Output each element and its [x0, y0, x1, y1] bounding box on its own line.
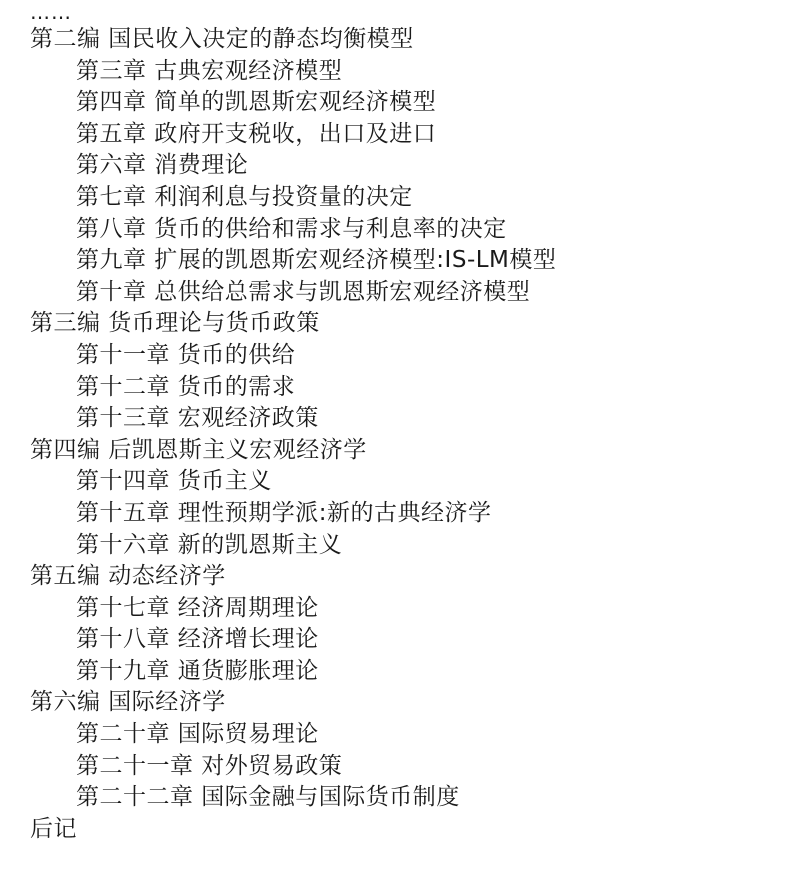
toc-chapter-item: 第九章 扩展的凯恩斯宏观经济模型:IS-LM模型	[76, 247, 557, 274]
toc-chapter-item: 第十三章 宏观经济政策	[76, 405, 319, 432]
toc-part-heading: 第六编 国际经济学	[30, 689, 226, 716]
toc-chapter-item: 第二十一章 对外贸易政策	[76, 752, 343, 779]
toc-chapter-item: 第八章 货币的供给和需求与利息率的决定	[76, 215, 507, 242]
toc-chapter-item: 第十二章 货币的需求	[76, 373, 296, 400]
toc-ellipsis: ……	[30, 0, 72, 24]
toc-chapter-item: 第二十二章 国际金融与国际货币制度	[76, 784, 460, 811]
table-of-contents	[30, 0, 770, 845]
toc-chapter-item: 第四章 简单的凯恩斯宏观经济模型	[76, 89, 437, 116]
toc-chapter-item: 第二十章 国际贸易理论	[76, 721, 319, 748]
toc-part-heading: 第四编 后凯恩斯主义宏观经济学	[30, 436, 367, 463]
toc-chapter-item: 第十五章 理性预期学派:新的古典经济学	[76, 499, 492, 526]
toc-chapter-item: 第十六章 新的凯恩斯主义	[76, 531, 343, 558]
toc-part-heading: 第五编 动态经济学	[30, 563, 226, 590]
toc-chapter-item: 第十一章 货币的供给	[76, 341, 296, 368]
toc-chapter-item: 第七章 利润利息与投资量的决定	[76, 183, 413, 210]
toc-part-heading: 第三编 货币理论与货币政策	[30, 310, 320, 337]
toc-chapter-item: 第十章 总供给总需求与凯恩斯宏观经济模型	[76, 278, 531, 305]
toc-chapter-item: 第十八章 经济增长理论	[76, 626, 319, 653]
toc-entry-list	[30, 24, 770, 845]
toc-chapter-item: 第十四章 货币主义	[76, 468, 272, 495]
toc-part-heading: 后记	[30, 815, 77, 842]
toc-chapter-item: 第十九章 通货膨胀理论	[76, 657, 319, 684]
toc-part-heading: 第二编 国民收入决定的静态均衡模型	[30, 26, 414, 52]
toc-chapter-item: 第五章 政府开支税收，出口及进口	[76, 120, 437, 147]
toc-chapter-item: 第十七章 经济周期理论	[76, 594, 319, 621]
toc-chapter-item: 第六章 消费理论	[76, 152, 249, 179]
toc-chapter-item: 第三章 古典宏观经济模型	[76, 57, 343, 84]
